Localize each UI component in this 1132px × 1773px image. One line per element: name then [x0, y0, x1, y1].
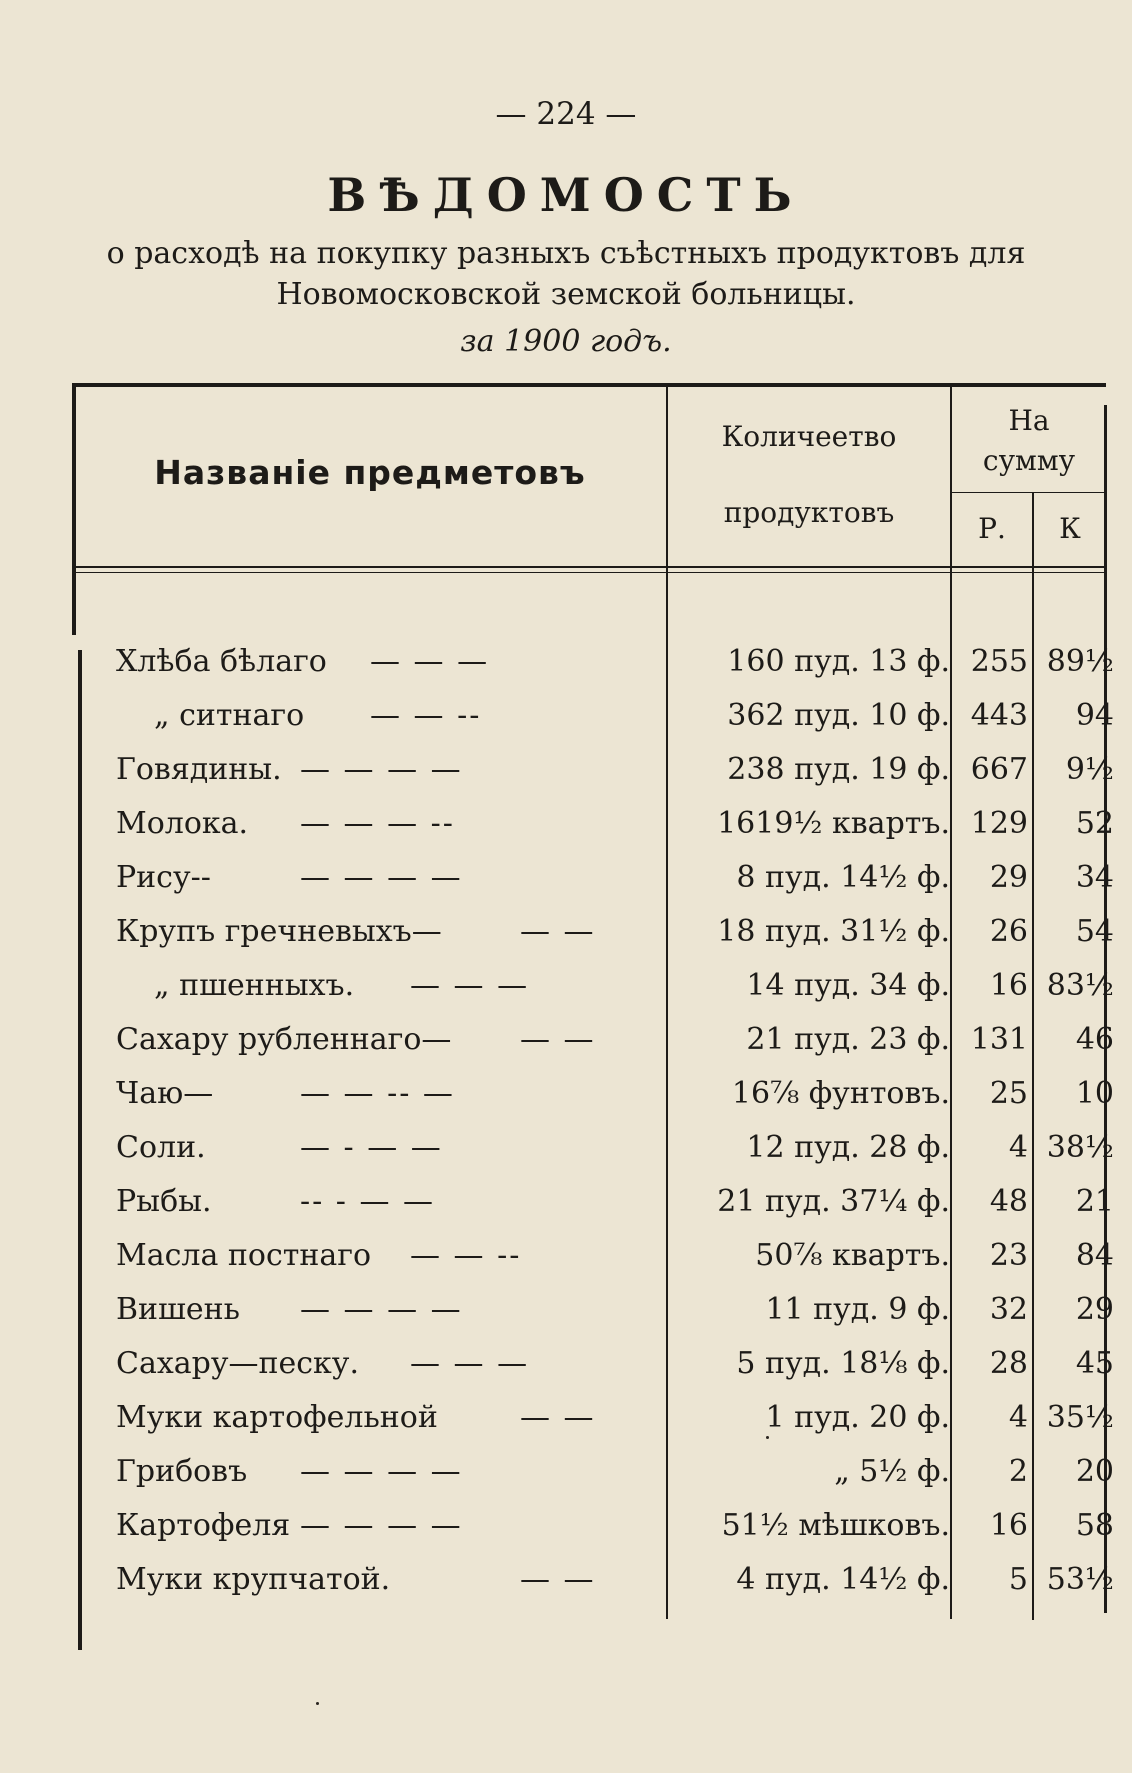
table-row	[0, 1230, 1132, 1284]
item-kopecks: 46	[1075, 1022, 1114, 1057]
item-name: „ ситнаго	[154, 698, 305, 733]
leader-dashes: — — — —	[300, 1454, 463, 1489]
item-rubles: 131	[970, 1022, 1028, 1057]
table-row	[0, 636, 1132, 690]
table-row	[0, 1068, 1132, 1122]
item-name: Муки картофельной	[116, 1400, 438, 1435]
item-quantity: 8 пуд. 14½ ф.	[736, 860, 950, 895]
item-kopecks: 58	[1075, 1508, 1114, 1543]
item-kopecks: 53½	[1046, 1562, 1114, 1597]
item-quantity: 14 пуд. 34 ф.	[746, 968, 950, 1003]
item-kopecks: 9½	[1065, 752, 1114, 787]
item-name: Картофеля	[116, 1508, 291, 1543]
table-row	[0, 1176, 1132, 1230]
item-kopecks: 83½	[1046, 968, 1114, 1003]
item-rubles: 667	[970, 752, 1028, 787]
table-row	[0, 690, 1132, 744]
item-kopecks: 89½	[1046, 644, 1114, 679]
column-header-quantity-2: продуктовъ	[723, 496, 895, 529]
item-name: Говядины.	[116, 752, 282, 787]
leader-dashes: — — -- —	[300, 1076, 455, 1111]
item-quantity: 4 пуд. 14½ ф.	[736, 1562, 950, 1597]
item-quantity: 16⅞ фунтовъ.	[731, 1076, 950, 1111]
item-kopecks: 54	[1075, 914, 1114, 949]
table-row	[0, 1554, 1132, 1608]
item-name: Чаю—	[116, 1076, 214, 1111]
leader-dashes: — — — —	[300, 752, 463, 787]
item-rubles: 25	[989, 1076, 1028, 1111]
item-quantity: „ 5½ ф.	[834, 1454, 950, 1489]
item-kopecks: 10	[1075, 1076, 1114, 1111]
year-line: за 1900 годъ.	[460, 324, 672, 359]
item-rubles: 28	[989, 1346, 1028, 1381]
table-row	[0, 1284, 1132, 1338]
item-quantity: 362 пуд. 10 ф.	[727, 698, 950, 733]
column-header-sum: На	[1008, 404, 1050, 437]
table-row	[0, 1500, 1132, 1554]
leader-dashes: — — — —	[300, 860, 463, 895]
item-rubles: 2	[1008, 1454, 1028, 1489]
paper-speck	[316, 1702, 319, 1705]
table-row	[0, 744, 1132, 798]
item-quantity: 160 пуд. 13 ф.	[727, 644, 950, 679]
column-header-name: Названіе предметовъ	[154, 453, 586, 492]
item-kopecks: 35½	[1046, 1400, 1114, 1435]
table-row	[0, 1014, 1132, 1068]
column-header-kopecks: К	[1059, 512, 1081, 545]
item-quantity: 11 пуд. 9 ф.	[765, 1292, 950, 1327]
item-kopecks: 21	[1075, 1184, 1114, 1219]
leader-dashes: — — --	[410, 1238, 522, 1273]
table-row	[0, 906, 1132, 960]
item-rubles: 29	[989, 860, 1028, 895]
table-row	[0, 798, 1132, 852]
item-quantity: 18 пуд. 31½ ф.	[717, 914, 950, 949]
leader-dashes: — — — —	[300, 1508, 463, 1543]
leader-dashes: — —	[520, 914, 596, 949]
item-name: Масла постнаго	[116, 1238, 371, 1273]
column-header-sum-2: сумму	[982, 444, 1076, 477]
leader-dashes: — — — —	[300, 1292, 463, 1327]
table-row	[0, 1338, 1132, 1392]
item-quantity: 50⅞ квартъ.	[755, 1238, 950, 1273]
leader-dashes: — — —	[410, 968, 530, 1003]
left-border-top	[72, 383, 76, 635]
item-kopecks: 52	[1075, 806, 1114, 841]
item-kopecks: 94	[1075, 698, 1114, 733]
leader-dashes: — — — --	[300, 806, 455, 841]
item-rubles: 32	[989, 1292, 1028, 1327]
table-row	[0, 960, 1132, 1014]
item-rubles: 16	[989, 968, 1028, 1003]
paper-speck	[766, 1436, 769, 1439]
item-quantity: 21 пуд. 23 ф.	[746, 1022, 950, 1057]
item-name: Грибовъ	[116, 1454, 248, 1489]
item-rubles: 5	[1008, 1562, 1028, 1597]
item-rubles: 4	[1008, 1130, 1028, 1165]
leader-dashes: — — —	[410, 1346, 530, 1381]
item-quantity: 238 пуд. 19 ф.	[727, 752, 950, 787]
item-quantity: 51½ мѣшковъ.	[721, 1508, 950, 1543]
item-name: Вишень	[116, 1292, 241, 1327]
leader-dashes: — —	[520, 1022, 596, 1057]
item-name: Крупъ гречневыхъ—	[116, 914, 442, 949]
item-name: Хлѣба бѣлаго	[116, 644, 327, 679]
item-name: Муки крупчатой.	[116, 1562, 391, 1597]
item-rubles: 23	[989, 1238, 1028, 1273]
column-header-rubles: Р.	[978, 512, 1006, 545]
item-rubles: 26	[989, 914, 1028, 949]
item-kopecks: 20	[1075, 1454, 1114, 1489]
item-name: Сахару—песку.	[116, 1346, 359, 1381]
table-row	[0, 852, 1132, 906]
item-name: Сахару рубленнаго—	[116, 1022, 452, 1057]
item-kopecks: 84	[1075, 1238, 1114, 1273]
leader-dashes: — — --	[370, 698, 482, 733]
item-kopecks: 29	[1075, 1292, 1114, 1327]
item-name: Соли.	[116, 1130, 206, 1165]
item-rubles: 129	[970, 806, 1028, 841]
item-kopecks: 38½	[1046, 1130, 1114, 1165]
item-rubles: 443	[970, 698, 1028, 733]
item-quantity: 5 пуд. 18⅛ ф.	[736, 1346, 950, 1381]
subtitle-line-2: Новомосковской земской больницы.	[276, 277, 856, 312]
table-row	[0, 1122, 1132, 1176]
item-quantity: 1619½ квартъ.	[717, 806, 950, 841]
column-header-quantity: Количеетво	[721, 420, 897, 453]
leader-dashes: -- - — —	[300, 1184, 436, 1219]
sum-split-rule	[952, 492, 1106, 493]
table-row	[0, 1392, 1132, 1446]
item-rubles: 16	[989, 1508, 1028, 1543]
item-name: „ пшенныхъ.	[154, 968, 355, 1003]
item-rubles: 4	[1008, 1400, 1028, 1435]
item-rubles: 48	[989, 1184, 1028, 1219]
table-row	[0, 1446, 1132, 1500]
leader-dashes: — —	[520, 1562, 596, 1597]
item-name: Рису--	[116, 860, 211, 895]
leader-dashes: — - — —	[300, 1130, 443, 1165]
item-name: Молока.	[116, 806, 249, 841]
item-name: Рыбы.	[116, 1184, 212, 1219]
item-rubles: 255	[970, 644, 1028, 679]
subtitle-line-1: о расходѣ на покупку разныхъ съѣстныхъ продуктовъ для	[106, 236, 1026, 271]
page-number: — 224 —	[495, 96, 637, 132]
item-kopecks: 34	[1075, 860, 1114, 895]
item-quantity: 1 пуд. 20 ф.	[765, 1400, 950, 1435]
item-quantity: 21 пуд. 37¼ ф.	[717, 1184, 950, 1219]
document-heading: ВѢДОМОСТЬ	[327, 168, 805, 222]
leader-dashes: — — —	[370, 644, 490, 679]
item-quantity: 12 пуд. 28 ф.	[746, 1130, 950, 1165]
item-kopecks: 45	[1075, 1346, 1114, 1381]
leader-dashes: — —	[520, 1400, 596, 1435]
